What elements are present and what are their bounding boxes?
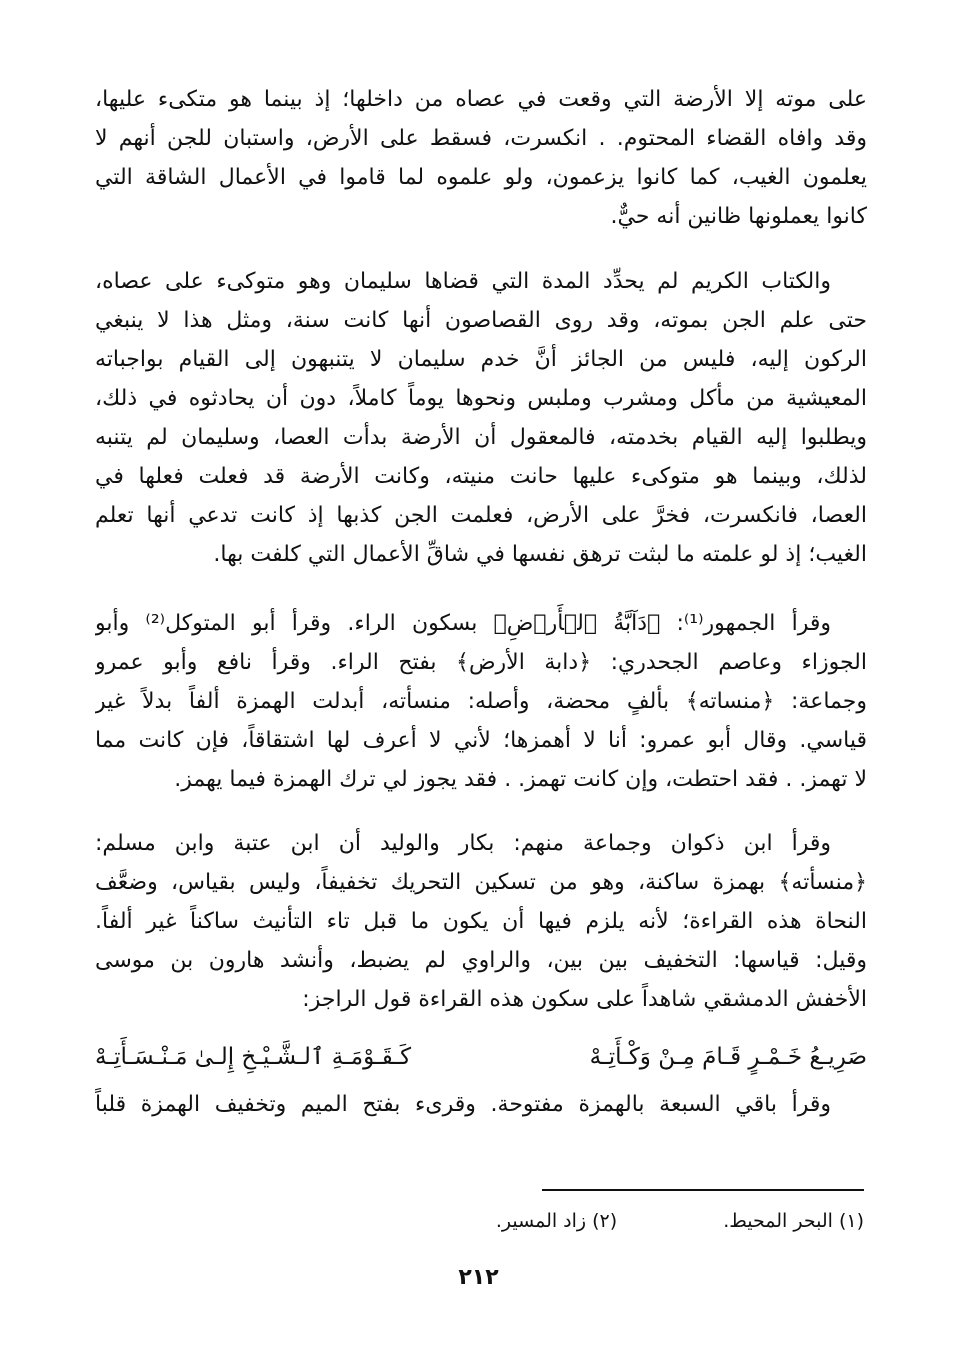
- paragraph-line: ﴿منسأته﴾ بهمزة ساكنة، وهو من تسكين التحريك تخفيفاً، وليس بقياس، وضعَّف: [95, 870, 867, 895]
- paragraph-line: المعيشية من مأكل ومشرب وملبس ونحوها يوماً كاملاً، دون أن يحادثوه في ذلك،: [95, 386, 867, 411]
- paragraph-line: الغيب؛ إذ لو علمته ما لبثت ترهق نفسها في شاقِّ الأعمال التي كلفت بها.: [213, 542, 867, 567]
- paragraph-line: لا تهمز. . فقد احتطت، وإن كانت تهمز. . فقد يجوز لي ترك الهمزة فيما يهمز.: [174, 767, 867, 792]
- paragraph-line: يعلمون الغيب، كما كانوا يزعمون، ولو علموه لما قاموا في الأعمال الشاقة التي: [95, 165, 867, 190]
- paragraph-line: وقرأ الجمهور⁽¹⁾: ﴿دَآبَّةُ ٱلۡأَرۡضِ﴾ بسكون الراء. وقرأ أبو المتوكل⁽²⁾ وأبو: [95, 611, 831, 636]
- paragraph-line: العصا، فانكسرت، فخرَّ على الأرض، فعلمت الجن كذبها إذ كانت تدعي أنها تعلم: [95, 503, 867, 528]
- paragraph-line: والكتاب الكريم لم يحدِّد المدة التي قضاها سليمان وهو متوكىء على عصاه،: [95, 269, 831, 294]
- paragraph-line: الجوزاء وعاصم الجحدري: ﴿دابة الأرض﴾ بفتح الراء. وقرأ نافع وأبو عمرو: [95, 650, 867, 675]
- paragraph-line: وقد وافاه القضاء المحتوم. . انكسرت، فسقط على الأرض، واستبان للجن أنهم لا: [95, 126, 867, 151]
- verse-second-hemistich: كَـقَـوْمَـةِ ٱلـشَّـيْـخِ إِلـىٰ مَـنْـسَـأَتِـهْ: [95, 1044, 412, 1070]
- poetry-verse: [95, 1036, 867, 1078]
- paragraph-line: كانوا يعملونها ظانين أنه حيٌّ.: [610, 204, 867, 229]
- paragraph-line: وقرأ باقي السبعة بالهمزة مفتوحة. وقرىء بفتح الميم وتخفيف الهمزة قلباً: [95, 1092, 831, 1117]
- footnote-2: (٢) زاد المسير.: [495, 1210, 618, 1232]
- paragraph-line: الأخفش الدمشقي شاهداً على سكون هذه القراءة قول الراجز:: [302, 987, 867, 1012]
- page-number: ٢١٢: [458, 1265, 499, 1290]
- paragraph-line: حتى علم الجن بموته، وقد روى القصاصون أنها كانت سنة، ومثل هذا لا ينبغي: [95, 308, 867, 333]
- paragraph-line: الركون إليه، فليس من الجائز أنَّ خدم سليمان لا يتنبهون إلى القيام بواجباته: [95, 347, 867, 372]
- footnote-1: (١) البحر المحيط.: [723, 1210, 864, 1232]
- paragraph-2: [95, 262, 867, 574]
- paragraph-line: النحاة هذه القراءة؛ لأنه يلزم فيها أن يكون ما قبل تاء التأنيث ساكناً غير ألفاً.: [95, 909, 867, 934]
- paragraph-line: لذلك، وبينما هو متوكىء عليها حانت منيته، وكانت الأرضة قد فعلت فعلها في: [95, 464, 867, 489]
- paragraph-1: [95, 80, 867, 236]
- paragraph-3: [95, 604, 867, 799]
- paragraph-line: ويطلبوا إليه القيام بخدمته، فالمعقول أن الأرضة بدأت العصا، وسليمان لم يتنبه: [95, 425, 867, 450]
- paragraph-line: وقيل: قياسها: التخفيف بين بين، والراوي لم يضبط، وأنشد هارون بن موسى: [95, 948, 867, 973]
- paragraph-4: [95, 824, 867, 1019]
- verse-first-hemistich: صَرِيـعُ خَـمْـرٍ قَـامَ مِـنْ وَكْـأَتِـهْ: [589, 1044, 867, 1070]
- continuation-paragraph: [95, 1085, 867, 1124]
- paragraph-line: قياسي. وقال أبو عمرو: أنا لا أهمزها؛ لأني لا أعرف لها اشتقاقاً، فإن كانت مما: [95, 728, 867, 753]
- paragraph-line: وجماعة: ﴿منساته﴾ بألفٍ محضة، وأصله: منسأته، أبدلت الهمزة ألفاً بدلاً غير: [95, 689, 867, 714]
- footnote-divider: [542, 1189, 864, 1191]
- footnotes: [496, 1205, 864, 1237]
- paragraph-line: على موته إلا الأرضة التي وقعت في عصاه من داخلها؛ إذ بينما هو متكىء عليها،: [95, 87, 867, 112]
- paragraph-line: وقرأ ابن ذكوان وجماعة منهم: بكار والوليد أن ابن عتبة وابن مسلم:: [95, 831, 831, 856]
